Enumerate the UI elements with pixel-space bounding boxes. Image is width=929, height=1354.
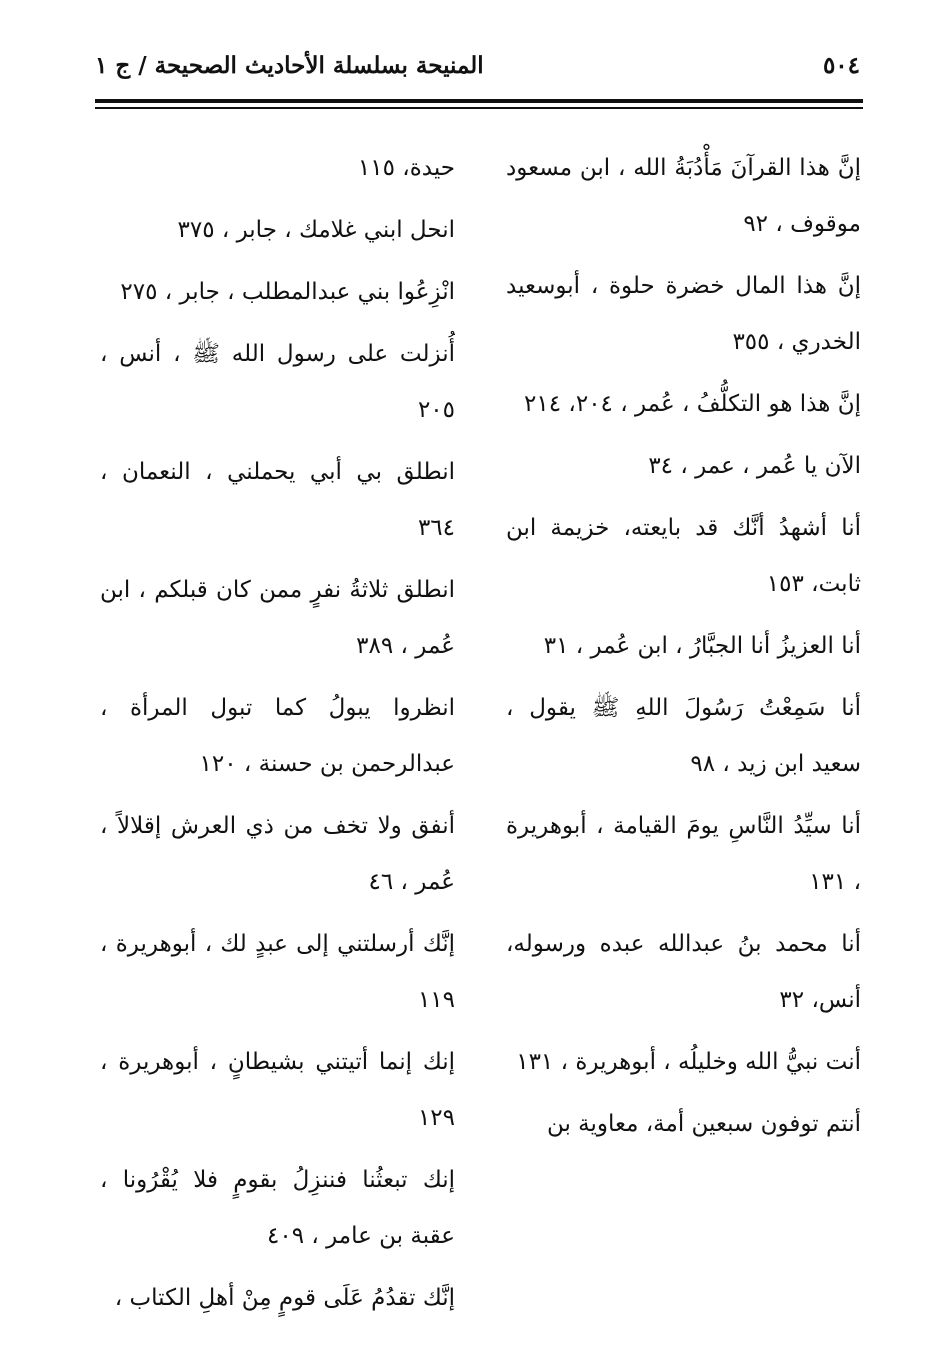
index-entry: إنك إنما أتيتني بشيطانٍ ، أبوهريرة ، ١٢٩	[100, 1049, 455, 1131]
index-entry: أنا محمد بنُ عبدالله عبده ورسوله، أنس، ٣٢	[506, 931, 861, 1013]
page-header	[95, 40, 860, 90]
index-entry: إنَّ هذا هو التكلُّفُ ، عُمر ، ٢٠٤، ٢١٤	[524, 391, 861, 417]
index-entry: أنفق ولا تخف من ذي العرش إقلالاً ، عُمر ، ٤٦	[100, 813, 455, 895]
index-entry: إنَّ هذا المال خضرة حلوة ، أبوسعيد الخدري ، ٣٥٥	[506, 273, 861, 355]
header-rule-thick	[95, 99, 863, 103]
index-entry: إنك تبعثُنا فننزِلُ بقومٍ فلا يُقْرُونا ، عقبة بن عامر ، ٤٠٩	[100, 1167, 455, 1249]
index-entry: إنَّ هذا القرآنَ مَأْدُبَةُ الله ، ابن مسعود موقوف ، ٩٢	[506, 155, 861, 237]
index-entry: الآن يا عُمر ، عمر ، ٣٤	[648, 453, 861, 479]
index-entry: انْزِعُوا بني عبدالمطلب ، جابر ، ٢٧٥	[120, 279, 455, 305]
index-entry: أنتم توفون سبعين أمة، معاوية بن	[546, 1111, 861, 1137]
index-entry: انطلق بي أبي يحملني ، النعمان ، ٣٦٤	[100, 459, 455, 541]
index-entry: حيدة، ١١٥	[357, 155, 455, 181]
running-header-title: المنيحة بسلسلة الأحاديث الصحيحة / ج ١	[95, 52, 484, 79]
index-entry: أنا أشهدُ أنَّك قد بايعته، خزيمة ابن ثابت، ١٥٣	[506, 515, 861, 597]
index-entry: أُنزلت على رسول الله ﷺ ، أنس ، ٢٠٥	[100, 341, 455, 423]
index-entry: أنت نبيُّ الله وخليلُه ، أبوهريرة ، ١٣١	[516, 1049, 861, 1075]
index-entry: انظروا يبولُ كما تبول المرأة ، عبدالرحمن بن حسنة ، ١٢٠	[100, 695, 455, 777]
index-entry: أنا العزيزُ أنا الجبَّارُ ، ابن عُمر ، ٣١	[543, 633, 861, 659]
index-entry: انطلق ثلاثةُ نفرٍ ممن كان قبلكم ، ابن عُمر ، ٣٨٩	[100, 577, 455, 659]
page-number: ٥٠٤	[822, 52, 860, 79]
index-entry: انحل ابني غلامك ، جابر ، ٣٧٥	[177, 217, 455, 243]
index-entry: أنا سَمِعْتُ رَسُولَ اللهِ ﷺ يقول ، سعيد ابن زيد ، ٩٨	[506, 695, 861, 777]
index-entry: إنَّك تقدُمُ عَلَى قومٍ مِنْ أهلِ الكتاب ،	[114, 1285, 455, 1311]
index-entry: إنَّك أرسلتني إلى عبدٍ لك ، أبوهريرة ، ١١٩	[100, 931, 455, 1013]
right-column	[506, 140, 861, 1158]
header-rule-thin	[95, 107, 863, 109]
index-entry: أنا سيِّدُ النَّاسِ يومَ القيامة ، أبوهريرة ، ١٣١	[506, 813, 861, 895]
left-column	[100, 140, 455, 1332]
